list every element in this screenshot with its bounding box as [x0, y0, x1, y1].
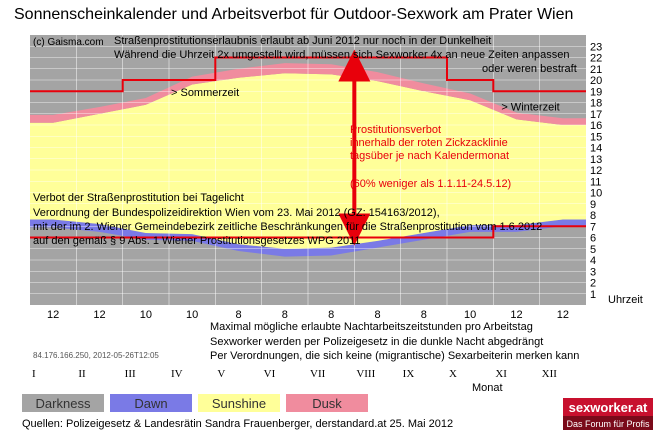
month-labels [32, 368, 557, 380]
y-tick-label: 18 [590, 97, 603, 110]
month-label: IV [171, 368, 183, 380]
legend-item [110, 394, 192, 412]
max-night-hours-row [47, 309, 569, 321]
night-hours-value: 8 [374, 309, 381, 321]
y-axis-label: Uhrzeit [608, 294, 643, 306]
annotation-sommerzeit: > Sommerzeit [171, 86, 240, 99]
night-hours-value: 8 [328, 309, 335, 321]
y-tick-label: 3 [590, 266, 597, 279]
y-tick-label: 7 [590, 221, 597, 234]
legend [22, 394, 368, 412]
night-hours-value: 8 [235, 309, 242, 321]
month-label: XII [541, 368, 557, 380]
y-tick-label: 20 [590, 75, 603, 87]
verbot-line-2: innerhalb der roten Zickzacklinie [350, 137, 508, 149]
y-tick-label: 12 [590, 165, 603, 177]
ip-stamp: 84.176.166.250, 2012-05-26T12:05 [33, 351, 159, 360]
law-line-2: Verordnung der Bundespolizeidirektion Wien vom 23. Mai 2012 (GZ: 154163/2012), [33, 207, 440, 219]
x-axis-label: Monat [472, 382, 503, 394]
bottom-line-2: Sexworker werden per Polizeigesetz in die dunkle Nacht abgedrängt [210, 336, 544, 348]
month-label: I [32, 368, 36, 380]
verbot-line-3: tagsüber je nach Kalendermonat [350, 150, 509, 162]
night-hours-value: 12 [47, 309, 60, 321]
y-tick-label: 5 [590, 243, 597, 256]
night-hours-value: 8 [281, 309, 288, 321]
law-line-1: Verbot der Straßenprostitution bei Tagelicht [33, 192, 244, 204]
y-tick-label: 8 [590, 210, 597, 222]
month-label: VI [263, 368, 276, 380]
bottom-line-3: Per Verordnungen, die sich keine (migrantische) Sexarbeiterin merken kann [210, 350, 580, 362]
legend-item [286, 394, 368, 412]
y-tick-label: 1 [590, 288, 597, 301]
law-line-3: mit der im 2. Wiener Gemeindebezirk zeitliche Beschränkungen für die Straßenprostitution vom 1.6.2012 [33, 221, 543, 233]
sources-label: Quellen: Polizeigesetz & Landesrätin Sandra Frauenberger, derstandard.at 25. Mai 2012 [22, 418, 454, 430]
bottom-line-1: Maximal mögliche erlaubte Nachtarbeitszeitstunden pro Arbeitstag [210, 321, 533, 333]
night-hours-value: 12 [510, 309, 523, 321]
y-tick-label: 14 [590, 142, 603, 155]
chart-title: Sonnenscheinkalender und Arbeitsverbot für Outdoor-Sexwork am Prater Wien [14, 6, 574, 23]
law-line-4: auf den gemäß § 9 Abs. 1 Wiener Prostitutionsgesetzes WPG 2011 [33, 235, 361, 247]
legend-label: Dawn [134, 396, 168, 411]
verbot-line-1: Prostitutionsverbot [350, 124, 442, 136]
legend-label: Darkness [35, 396, 91, 411]
y-tick-label: 22 [590, 52, 603, 65]
y-tick-label: 19 [590, 86, 603, 99]
y-tick-label: 11 [590, 176, 602, 189]
logo-line-2: Das Forum für Profis [566, 419, 650, 429]
month-label: X [449, 368, 457, 380]
y-tick-label: 15 [590, 131, 603, 144]
legend-label: Dusk [312, 396, 342, 411]
y-tick-label: 23 [590, 41, 603, 54]
legend-item [22, 394, 104, 412]
month-label: III [124, 368, 136, 380]
verbot-line-4: (60% weniger als 1.1.11-24.5.12) [350, 178, 512, 190]
night-hours-value: 12 [556, 309, 569, 321]
y-tick-label: 10 [590, 187, 603, 200]
y-axis-ticks [590, 41, 602, 301]
night-hours-value: 12 [93, 309, 106, 321]
y-tick-label: 13 [590, 153, 603, 166]
night-hours-value: 10 [186, 309, 199, 321]
logo-line-1: sexworker.at [568, 400, 648, 415]
month-label: IX [402, 368, 415, 380]
sexworker-logo [563, 398, 653, 430]
annotation-winterzeit: > Winterzeit [501, 101, 560, 114]
note-top-2: Während die Uhrzeit 2x umgestellt wird, müssen sich Sexworker 4x an neue Zeiten anpassen [114, 49, 570, 61]
legend-label: Sunshine [211, 396, 267, 411]
y-tick-label: 6 [590, 232, 597, 245]
month-label: II [78, 368, 86, 380]
y-tick-label: 17 [590, 108, 603, 121]
month-label: XI [495, 368, 507, 380]
y-tick-label: 4 [590, 255, 597, 267]
copyright-label: (c) Gaisma.com [33, 37, 104, 48]
month-label: V [217, 368, 226, 380]
night-hours-value: 10 [139, 309, 152, 321]
y-tick-label: 2 [590, 277, 597, 290]
night-hours-value: 8 [420, 309, 427, 321]
night-hours-value: 10 [464, 309, 477, 321]
legend-item [198, 394, 280, 412]
y-tick-label: 21 [590, 63, 603, 76]
note-top-1: Straßenprostitutionserlaubnis erlaubt ab Juni 2012 nur noch in der Dunkelheit [114, 35, 492, 47]
y-tick-label: 16 [590, 120, 603, 132]
note-top-3: oder weren bestraft [482, 63, 577, 75]
month-label: VIII [356, 368, 376, 380]
y-tick-label: 9 [590, 198, 597, 211]
month-label: VII [310, 368, 326, 380]
